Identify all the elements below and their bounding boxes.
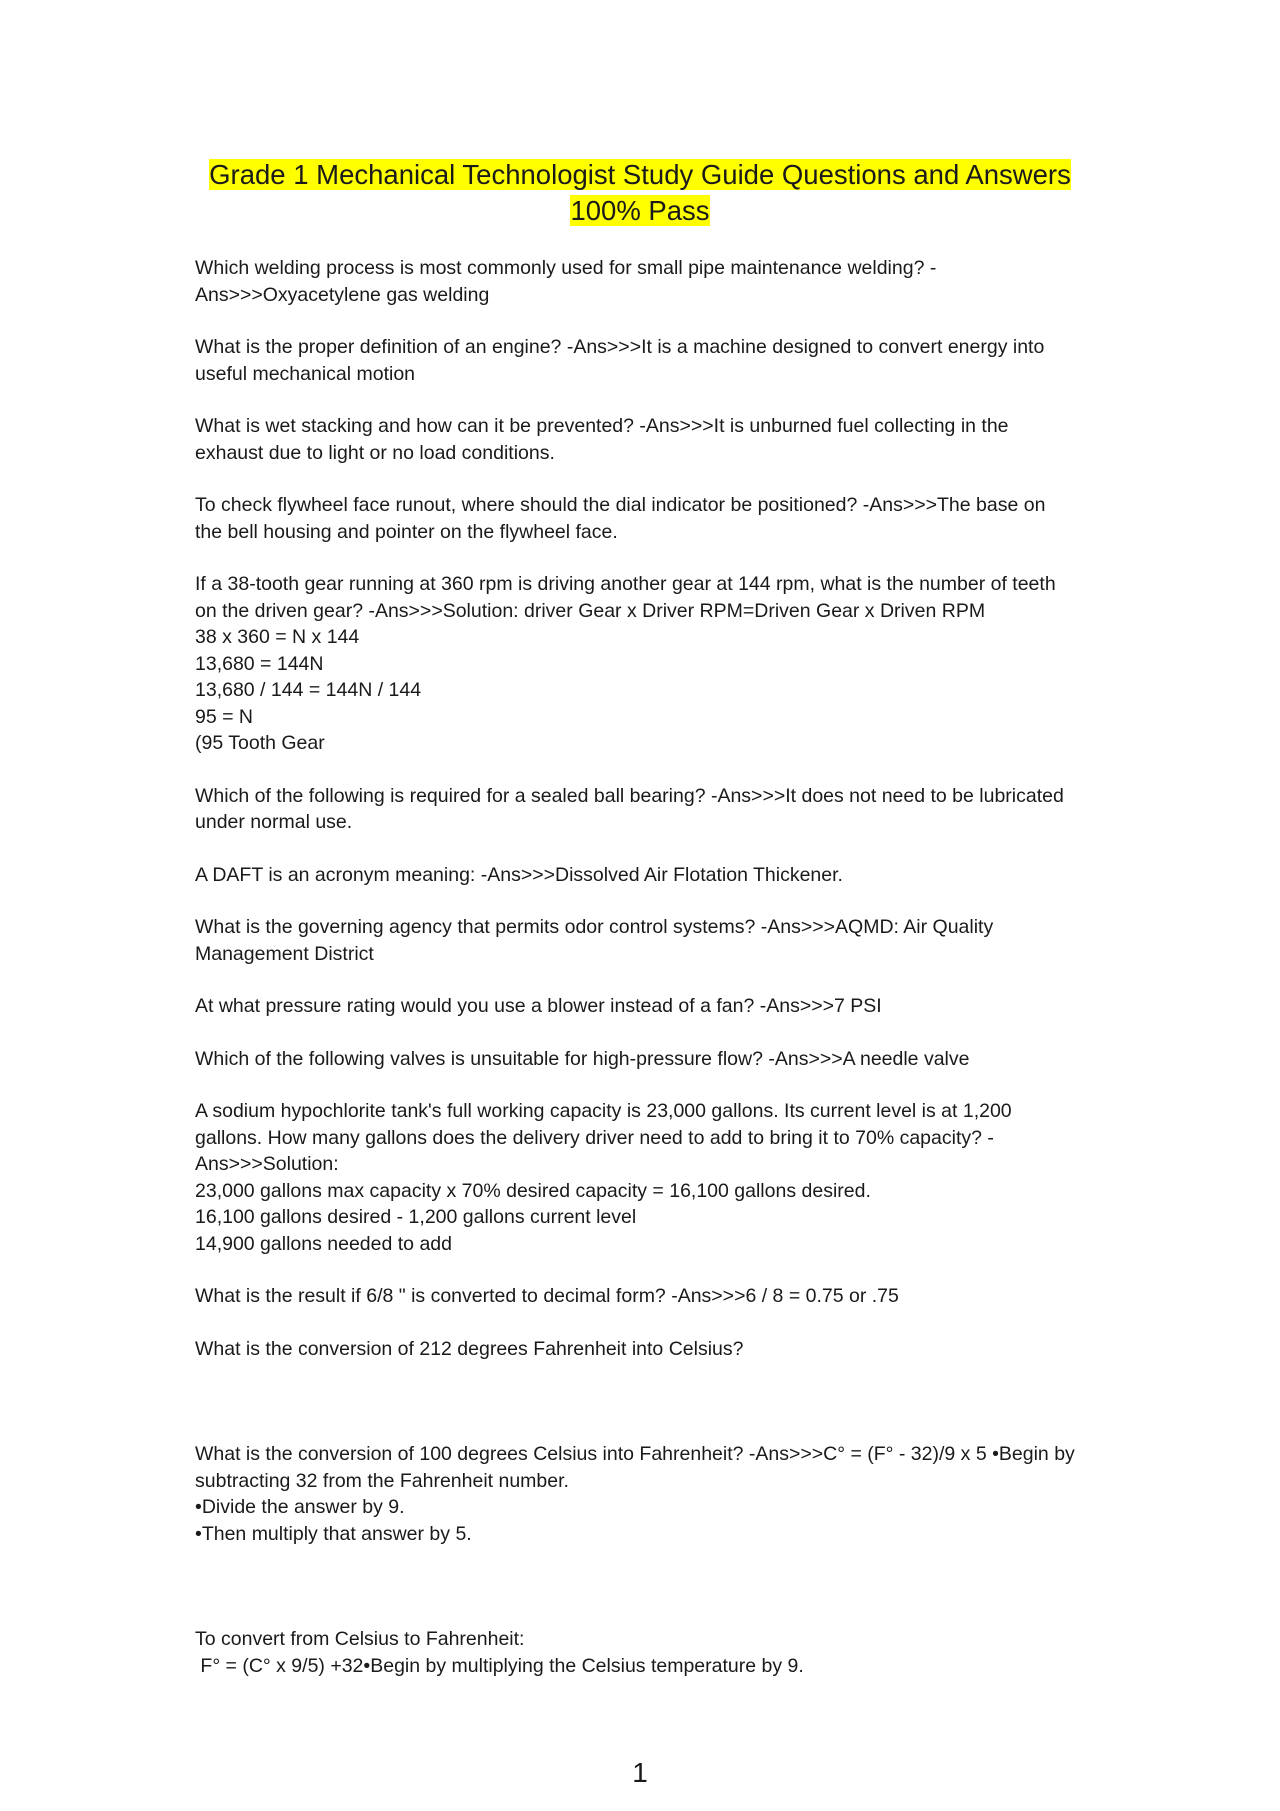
qa-line: What is the conversion of 100 degrees Celsius into Fahrenheit? -Ans>>>C° = (F° - 32)/9 x 5 •Begin by <box>195 1443 1075 1465</box>
qa-line: Which of the following is required for a sealed ball bearing? -Ans>>>It does not need to be lubricated <box>195 784 1064 807</box>
qa-line: 38 x 360 = N x 144 <box>195 626 360 648</box>
qa-line: under normal use. <box>195 811 353 833</box>
title-line-2: 100% Pass <box>570 195 710 226</box>
qa-block <box>195 255 1095 308</box>
qa-line: subtracting 32 from the Fahrenheit number. <box>195 1469 569 1492</box>
page-number: 1 <box>632 1757 648 1788</box>
qa-block <box>195 1336 1095 1363</box>
qa-line: 13,680 / 144 = 144N / 144 <box>195 679 422 701</box>
qa-line: What is the proper definition of an engine? -Ans>>>It is a machine designed to convert energy into <box>195 336 1045 358</box>
qa-line: 14,900 gallons needed to add <box>195 1232 452 1255</box>
spacer <box>195 1388 1095 1441</box>
document-title <box>160 157 1120 229</box>
qa-line: Ans>>>Solution: <box>195 1153 339 1175</box>
qa-line: Which welding process is most commonly used for small pipe maintenance welding? - <box>195 257 937 279</box>
qa-line: 16,100 gallons desired - 1,200 gallons current level <box>195 1206 637 1228</box>
qa-block <box>195 413 1095 466</box>
qa-line: gallons. How many gallons does the delivery driver need to add to bring it to 70% capacity? - <box>195 1126 994 1149</box>
qa-line: the bell housing and pointer on the flywheel face. <box>195 520 618 543</box>
qa-line: (95 Tooth Gear <box>195 732 325 754</box>
qa-block <box>195 1046 1095 1073</box>
qa-block <box>195 783 1095 836</box>
qa-block <box>195 1098 1095 1257</box>
qa-line: exhaust due to light or no load conditions. <box>195 441 555 464</box>
qa-line: 13,680 = 144N <box>195 652 324 675</box>
qa-line: Which of the following valves is unsuitable for high-pressure flow? -Ans>>>A needle valve <box>195 1047 970 1070</box>
qa-block <box>195 862 1095 889</box>
spacer <box>195 1573 1095 1626</box>
qa-line: on the driven gear? -Ans>>>Solution: driver Gear x Driver RPM=Driven Gear x Driven RPM <box>195 599 986 622</box>
qa-line: Ans>>>Oxyacetylene gas welding <box>195 283 490 306</box>
qa-block <box>195 993 1095 1020</box>
qa-block <box>195 1626 1095 1679</box>
qa-line: To check flywheel face runout, where should the dial indicator be positioned? -Ans>>>The base on <box>195 494 1046 516</box>
qa-line: F° = (C° x 9/5) +32•Begin by multiplying the Celsius temperature by 9. <box>195 1654 804 1677</box>
qa-block <box>195 492 1095 545</box>
qa-line: Management District <box>195 942 374 965</box>
qa-line: What is the conversion of 212 degrees Fahrenheit into Celsius? <box>195 1337 744 1360</box>
qa-block <box>195 571 1095 757</box>
qa-block <box>195 914 1095 967</box>
qa-line: 23,000 gallons max capacity x 70% desired capacity = 16,100 gallons desired. <box>195 1179 871 1202</box>
qa-line: •Divide the answer by 9. <box>195 1496 405 1518</box>
qa-line: •Then multiply that answer by 5. <box>195 1522 472 1545</box>
title-line-1: Grade 1 Mechanical Technologist Study Guide Questions and Answers <box>209 159 1071 190</box>
qa-line: useful mechanical motion <box>195 362 416 385</box>
qa-line: 95 = N <box>195 705 253 728</box>
qa-line: What is the result if 6/8 " is converted to decimal form? -Ans>>>6 / 8 = 0.75 or .75 <box>195 1285 899 1307</box>
qa-line: At what pressure rating would you use a blower instead of a fan? -Ans>>>7 PSI <box>195 995 882 1017</box>
qa-line: To convert from Celsius to Fahrenheit: <box>195 1628 525 1650</box>
qa-line: A sodium hypochlorite tank's full working capacity is 23,000 gallons. Its current level is at 1,200 <box>195 1100 1012 1122</box>
document-body <box>195 255 1095 1705</box>
qa-block <box>195 1283 1095 1310</box>
qa-block <box>195 334 1095 387</box>
qa-line: If a 38-tooth gear running at 360 rpm is driving another gear at 144 rpm, what is the number of teeth <box>195 573 1056 595</box>
qa-line: What is the governing agency that permits odor control systems? -Ans>>>AQMD: Air Quality <box>195 916 994 938</box>
qa-line: What is wet stacking and how can it be prevented? -Ans>>>It is unburned fuel collecting in the <box>195 415 1009 437</box>
qa-block <box>195 1441 1095 1547</box>
qa-line: A DAFT is an acronym meaning: -Ans>>>Dissolved Air Flotation Thickener. <box>195 863 843 886</box>
